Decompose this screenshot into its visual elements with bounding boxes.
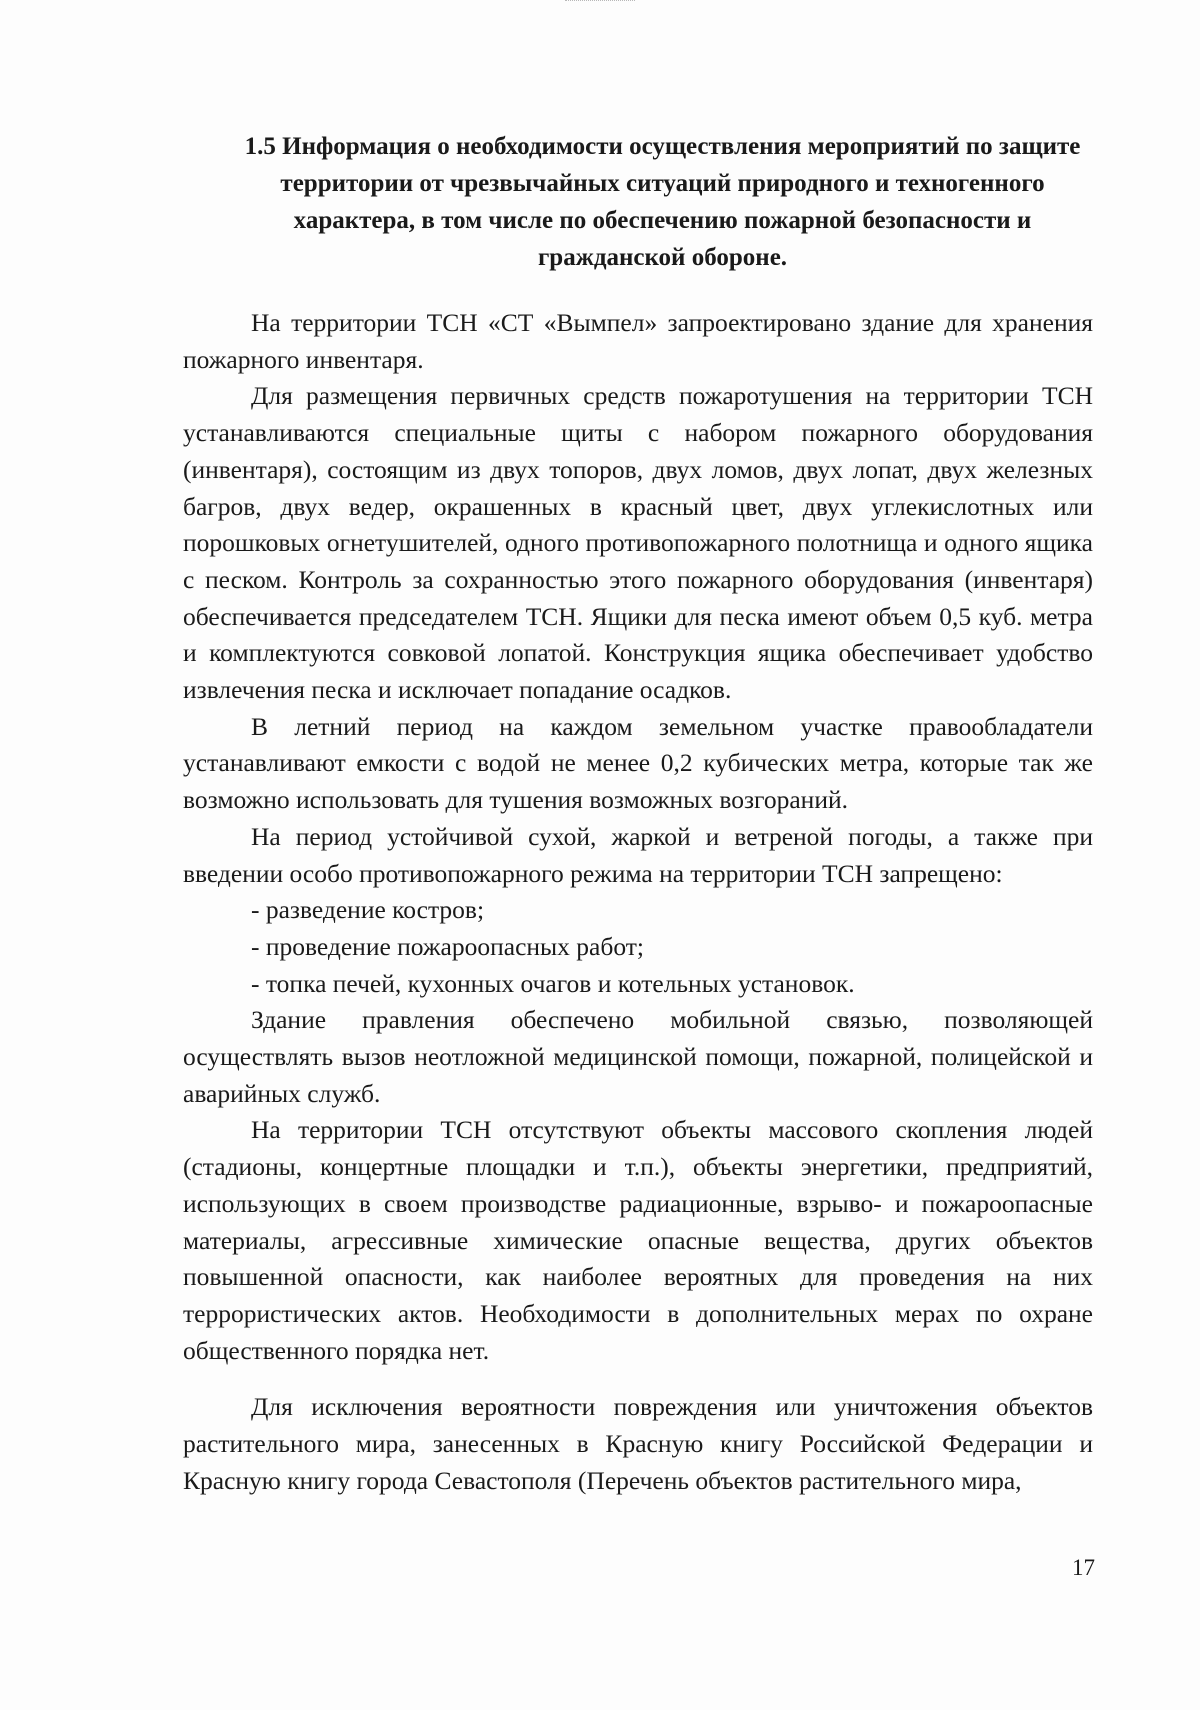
list-item: - топка печей, кухонных очагов и котельных установок. [251, 968, 855, 998]
paragraph-red-book: Для исключения вероятности повреждения или уничтожения объектов растительного мира, занесенных в Красную книгу Российской Федерации и Красную книгу города Севастополя (Перечень объектов растительного мира, [183, 1392, 1093, 1495]
list-item: - разведение костров; [251, 895, 485, 925]
paragraph-fire-shields: Для размещения первичных средств пожаротушения на территории ТСН устанавливаются специальные щиты с набором пожарного оборудования (инвентаря), состоящим из двух топоров, двух ломов, двух лопат, двух железных багров, двух ведер, окрашенных в красный цвет, двух углекислотных или порошковых огнетушителей, одного противопожарного полотнища и одного ящика с песком. Контроль за сохранностью этого пожарного оборудования (инвентаря) обеспечивается председателем ТСН. Ящики для песка имеют объем 0,5 куб. метра и комплектуются совковой лопатой. Конструкция ящика обеспечивает удобство извлечения песка и исключает попадание осадков. [183, 381, 1093, 705]
list-item: - проведение пожароопасных работ; [251, 931, 644, 961]
page-number: 17 [1072, 1555, 1095, 1580]
paragraph-water-containers: В летний период на каждом земельном участке правообладатели устанавливают емкости с водой не менее 0,2 кубических метра, которые так же возможно использовать для тушения возможных возгораний. [183, 711, 1093, 815]
paragraph-no-hazard-objects: На территории ТСН отсутствуют объекты массового скопления людей (стадионы, концертные площадки и т.п.), объекты энергетики, предприятий, использующих в своем производстве радиационные, взрыво- и пожароопасные материалы, агрессивные химические опасные вещества, других объектов повышенной опасности, как наиболее вероятных для проведения на них террористических актов. Необходимости в дополнительных мерах по охране общественного порядка нет. [183, 1115, 1093, 1365]
section-heading: 1.5 Информация о необходимости осуществления мероприятий по защите территории от чрезвычайных ситуаций природного и техногенного характера, в том числе по обеспечению пожарной безопасности и гражданской обороне. [244, 133, 1081, 271]
document-body [183, 305, 1093, 1500]
scan-artifact [565, 0, 635, 7]
paragraph-fire-inventory-building: На территории ТСН «СТ «Вымпел» запроектировано здание для хранения пожарного инвентаря. [183, 308, 1093, 374]
paragraph-mobile-communication: Здание правления обеспечено мобильной связью, позволяющей осуществлять вызов неотложной медицинской помощи, пожарной, полицейской и аварийных служб. [183, 1005, 1093, 1108]
paragraph-prohibitions-intro: На период устойчивой сухой, жаркой и ветреной погоды, а также при введении особо противопожарного режима на территории ТСН запрещено: [183, 821, 1093, 888]
